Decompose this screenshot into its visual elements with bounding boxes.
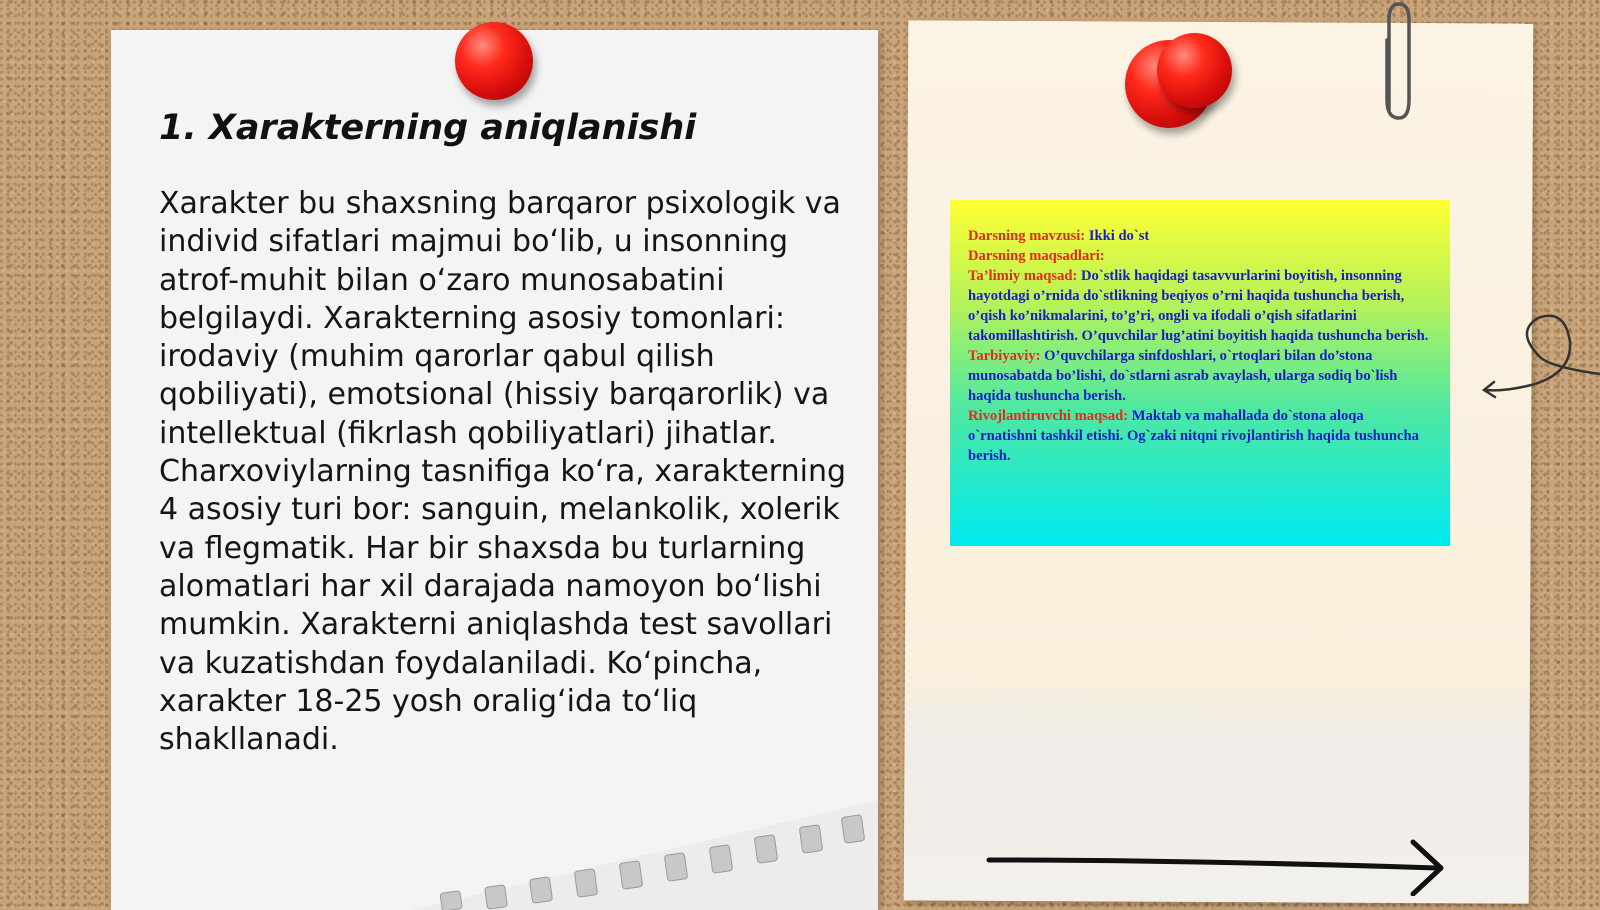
lesson-goals-line [968,246,1432,266]
developmental-label: Rivojlantiruvchi maqsad: [968,408,1129,424]
educational-label: Ta’limiy maqsad: [968,268,1078,284]
educational-value: Do`stlik haqidagi tasavvurlarini boyitish, insonning hayotdagi o’rnida do`stlikning beqiyos o’rni haqida tushuncha berish, o’qish ko’nikmalarini, to’g’ri, ongli va ifodali o’qish sifatlarini takomillashtirish. O’quvchilar lug’atini boyitish haqida tushuncha berish. [968,268,1429,344]
developmental-goal [968,406,1432,466]
upbringing-value: O’quvchilarga sinfdoshlari, o`rtoqlari bilan do’stona munosabatda bo’lishi, do`stlarni asrab avaylash, ularga sodiq bo`lish haqida tushuncha berish. [968,348,1398,404]
upbringing-goal [968,346,1432,406]
note-title: 1. Xarakterning aniqlanishi [159,108,697,148]
pushpin-icon [455,22,533,100]
goals-label: Darsning maqsadlari: [968,248,1105,264]
paperclip-icon [1375,0,1421,125]
torn-paper-strip [411,800,878,910]
topic-label: Darsning mavzusi: [968,228,1086,244]
lesson-plan-card [950,200,1450,546]
developmental-value: Maktab va mahallada do`stona aloqa o`rnatishni tashkil etishi. Og`zaki nitqni rivojlantirish haqida tushuncha berish. [968,408,1419,464]
educational-goal [968,266,1432,346]
note-body-text: Xarakter bu shaxsning barqaror psixologik va individ sifatlari majmui bo‘lib, u insonning atrof-muhit bilan o‘zaro munosabatini belgilaydi. Xarakterning asosiy tomonlari: irodaviy (muhim qarorlar qabul qilish qobiliyati), emotsional (hissiy barqarorlik) va intellektual (fikrlash qobiliyatlari) jihatlar. Charxoviylarning tasnifiga ko‘ra, xarakterning 4 asosiy turi bor: sanguin, melankolik, xolerik va flegmatik. Har bir shaxsda bu turlarning alomatlari har xil darajada namoyon bo‘lishi mumkin. Xarakterni aniqlashda test savollari va kuzatishdan foydalaniladi. Ko‘pincha, xarakter 18-25 yosh oralig‘ida to‘liq shakllanadi. [159,186,846,758]
pushpin-icon [1157,33,1232,108]
left-note-sheet [111,30,878,910]
arrow-right-icon [985,838,1450,896]
topic-value: Ikki do`st [1088,228,1150,244]
squiggle-decoration [1480,312,1600,412]
lesson-topic-line [968,226,1432,246]
upbringing-label: Tarbiyaviy: [968,348,1041,364]
